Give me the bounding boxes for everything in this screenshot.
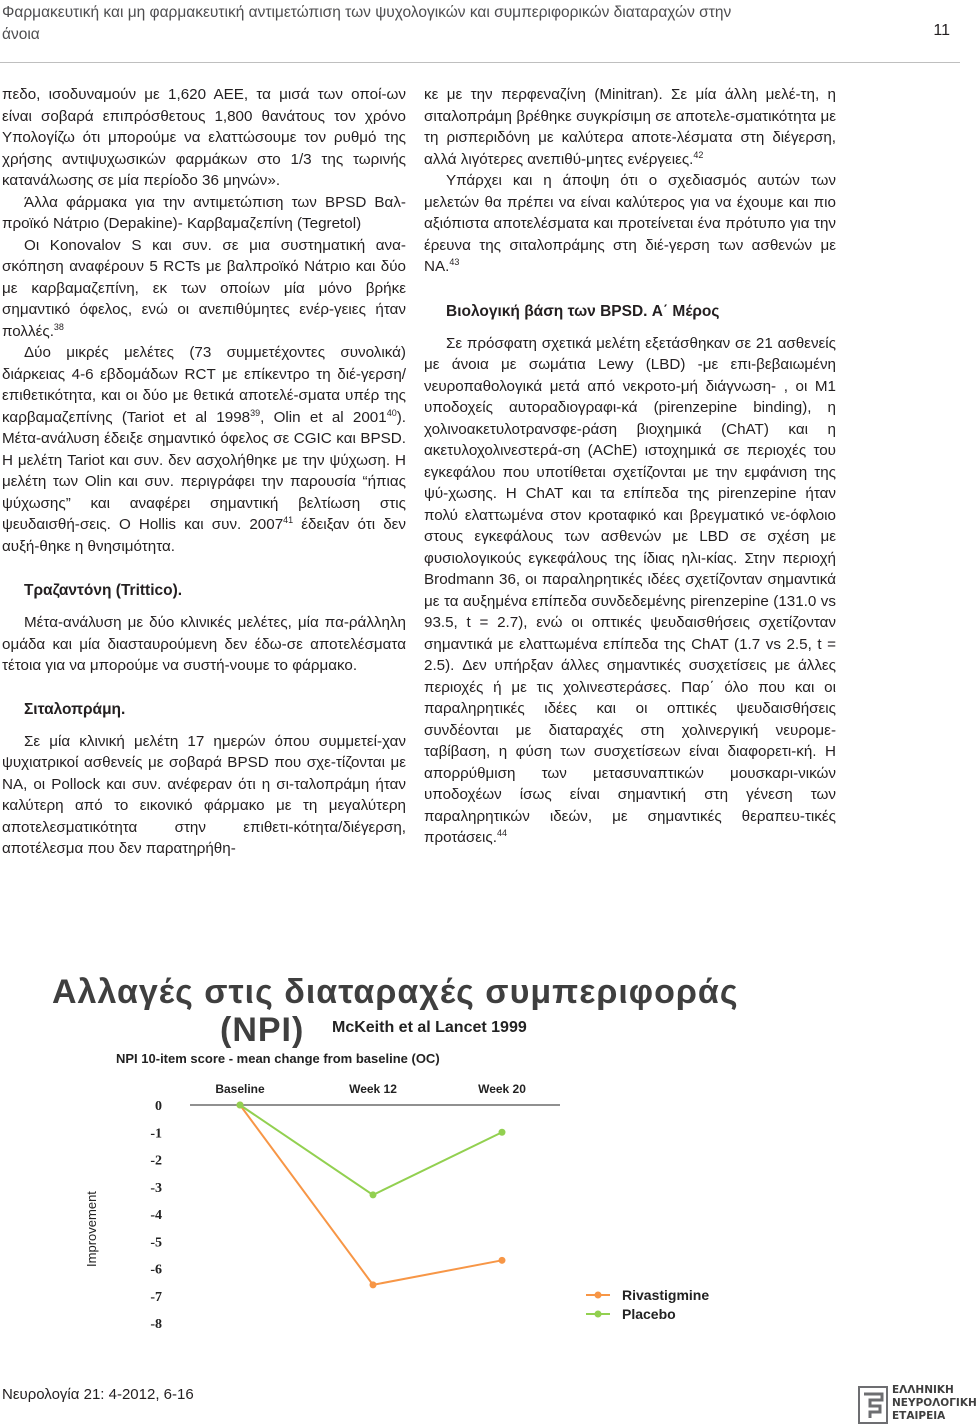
category-label: Baseline <box>215 1082 265 1096</box>
y-tick-label: -8 <box>150 1317 162 1332</box>
data-point-rivastigmine <box>370 1281 377 1288</box>
society-logo-icon <box>858 1386 888 1424</box>
y-tick-label: -4 <box>150 1208 162 1223</box>
section-heading: Τραζαντόνη (Trittico). <box>24 582 183 599</box>
figure-citation: McKeith et al Lancet 1999 <box>332 1019 527 1036</box>
legend-label: Placebo <box>622 1306 676 1322</box>
figure-subtitle: NPI 10-item score - mean change from baseline (OC) <box>116 1051 440 1066</box>
journal-citation: Νευρολογία 21: 4-2012, 6-16 <box>2 1386 194 1403</box>
reference-number: 40 <box>386 407 397 418</box>
running-header <box>0 0 960 63</box>
legend-swatch-marker <box>595 1311 602 1318</box>
y-tick-label: -1 <box>150 1126 162 1142</box>
logo-line: ΕΤΑΙΡΕΙΑ <box>892 1410 946 1422</box>
reference-number: 42 <box>693 149 704 160</box>
paragraph-text: Σε πρόσφατη σχετικά μελέτη εξετάσθηκαν σε 21 ασθενείς με άνοια με σωμάτια Lewy (LBD) -με επι-βεβαιωμένη νευροπαθολογικά μετά από νεκροτο-μή διάγνωση- , οι Μ1 υποδοχείς αυτοραδιογραφι-κά (pirenzepine binding), η χολινοακετυλοτρανσφε-ράση βιοχημικά (ChAT) και η ακετυλοχολινεστερά-ση (AChE) ιστοχημικά σε περιοχές του εγκεφάλου που υποτίθεται σχετίζονται με την εμφάνιση της ψύ-χωσης. Η ChAT και τα επίπεδα της pirenzepine ήταν πολύ ελαττωμένα στον κροταφικό και βρεγματικό νε-όφλοιο στους εγκεφάλους των ασθενών με LBD σε σχέση με φυσιολογικούς εγκεφάλους της ίδιας ηλι-κίας. Στην περιοχή Brodmann 36, οι παραληρητικές ιδέες σχετίζονταν σημαντικά με τα αυξημένα επίπεδα συνδεδεμένης pirenzepine (131.0 vs 93.5, t = 2.7), ενώ οι οπτικές ψευδαισθήσεις σχετίζονταν σημαντικά με ελαττωμένα επίπεδα της ChAT (1.7 vs 2.5, t = 2.5). Δεν υπήρξαν άλλες σημαντικές συσχετίσεις με άλλες περιοχές ή με τις χολινεστεράσες. Παρ΄ όλο που και οι παραληρητικές ιδέες και οι οπτικές ψευδαισθήσεις συνδέονται με διαταραχές στη χολινεργική νευρομε-ταβίβαση, η φύση των συσχετίσεων είναι διαφορετι-κή. Η απορρύθμιση των μετασυναπτικών μουσκαρι-νικών υποδοχέων ίσως είναι σημαντική στη γένεση των παραληρητικών ιδεών, με σημαντικές θεραπευ-τικές προτάσεις. <box>424 334 836 846</box>
section-heading: Βιολογική βάση των BPSD. Α΄ Μέρος <box>446 302 720 320</box>
reference-number: 39 <box>250 407 261 418</box>
right-column <box>424 84 836 849</box>
logo-line: ΝΕΥΡΟΛΟΓΙΚΗ <box>892 1397 977 1409</box>
figure-title-npi: (NPI) <box>220 1011 305 1049</box>
section-heading: Σιταλοπράμη. <box>24 700 126 718</box>
category-label: Week 20 <box>478 1082 526 1096</box>
legend-label: Rivastigmine <box>622 1287 710 1303</box>
y-tick-label: 0 <box>155 1099 162 1114</box>
paragraph <box>2 342 406 557</box>
paragraph: Μέτα-ανάλυση με δύο κλινικές μελέτες, μία πα-ράλληλη ομάδα και μία διασταυρούμενη δεν έδω-σε αποτελέσματα τέτοια για να μπορούμε να συστή-νουμε το φάρμακο. <box>2 614 406 674</box>
y-tick-label: -6 <box>150 1262 162 1278</box>
reference-number: 43 <box>449 257 460 267</box>
figure-title: Αλλαγές στις διαταραχές συμπεριφοράς <box>52 973 739 1011</box>
npi-figure <box>40 965 830 1345</box>
logo-line: ΕΛΛΗΝΙΚΗ <box>892 1384 954 1396</box>
paragraph: πεδο, ισοδυναμούν με 1,620 ΑΕΕ, τα μισά των οποί-ων είναι σοβαρά επιπρόσθετους 1,800 θανάτους τον χρόνο Υπολογίζω ότι μπορούμε να ελαττώσουμε τον ρυθμό της χρήσης αντιψυχωσικών φαρμάκων στο 1/3 της τωρινής κατανάλωσης σε μία περίοδο 36 μηνών». <box>2 86 406 189</box>
series-line-placebo <box>240 1105 502 1195</box>
y-axis-title: Improvement <box>84 1191 99 1267</box>
page-number: 11 <box>933 22 950 39</box>
reference-number: 41 <box>283 515 294 525</box>
paragraph: Άλλα φάρμακα για την αντιμετώπιση των BPSD Βαλ-προϊκό Νάτριο (Depakine)- Καρβαμαζεπίνη (Tegretol) <box>2 193 406 232</box>
left-column <box>2 84 406 860</box>
data-point-rivastigmine <box>499 1257 506 1264</box>
reference-number: 38 <box>53 321 64 332</box>
y-tick-label: -5 <box>150 1235 162 1251</box>
paragraph-text: ). Μέτα-ανάλυση έδειξε σημαντικό όφελος σε CGIC και BPSD. Η μελέτη Tariot και συν. δεν ασχολήθηκε με την ψύχωση. Η μελέτη των Olin και συν. περιγράφει την παρουσία “ήπιας ψύχωσης” και αναφέρει σημαντική βελτίωση στις ψευδαισθή-σεις. Ο Hollis και συν. 2007 <box>2 408 406 533</box>
legend-swatch-marker <box>595 1292 602 1299</box>
paragraph-text: κε με την περφεναζίνη (Minitran). Σε μία άλλη μελέ-τη, η σιταλοπράμη βρέθηκε συγκρίσιμη σε αποτελε-σματικότητα με τη ρισπεριδόνη με καλύτερα αποτε-λέσματα στη διέγερση, αλλά λιγότερες ανεπιθύ-μητες ενέργειες. <box>424 86 836 168</box>
running-title: Φαρμακευτική και μη φαρμακευτική αντιμετώπιση των ψυχολογικών και συμπεριφορικών διαταραχών στην άνοια <box>2 4 732 43</box>
data-point-placebo <box>499 1129 506 1136</box>
y-tick-label: -2 <box>150 1153 162 1169</box>
y-tick-label: -3 <box>150 1180 162 1196</box>
category-label: Week 12 <box>349 1082 397 1096</box>
paragraph: Σε μία κλινική μελέτη 17 ημερών όπου συμμετεί-χαν ψυχιατρικοί ασθενείς με σοβαρά BPSD που σχε-τίζονται με NA, οι Pollock και συν. ανέφεραν ότι η σι-ταλοπράμη ήταν καλύτερη από το εικονικό φάρμακο με τη μεγαλύτερη αποτελεσματικότητα στην επιθετι-κότητα/διέγερση, αποτέλεσμα που δεν παρατηρήθη- <box>2 732 406 857</box>
paragraph <box>2 235 406 343</box>
paragraph <box>424 84 836 170</box>
y-tick-label: -7 <box>150 1289 162 1305</box>
paragraph <box>424 170 836 278</box>
reference-number: 44 <box>496 828 507 838</box>
paragraph <box>424 333 836 849</box>
paragraph-text: Υπάρχει και η άποψη ότι ο σχεδιασμός αυτών των μελετών θα πρέπει να είναι καλύτερος για να έχουμε και πιο αξιόπιστα αποτελέσματα και προτείνεται ένα πρότυπο για την έρευνα της σιταλοπράμης στη διέ-γερση των ασθενών με ΝΑ. <box>424 172 836 275</box>
paragraph-text: , Olin et al 2001 <box>260 408 387 426</box>
society-logo <box>858 1382 977 1426</box>
data-point-placebo <box>370 1191 377 1198</box>
paragraph-text: Οι Konovalov S και συν. σε μια συστηματική ανα-σκόπηση αναφέρουν 5 RCTs με βαλπροϊκό Νάτριο και δύο με καρβαμαζεπίνη, εκ των οποίων μία μόνο βρήκε σημαντικό όφελος, ενώ οι ανεπιθύμητες ενέρ-γειες ήταν πολλές. <box>2 236 406 340</box>
paragraph-text: έδειξαν ότι δεν αυξή-θηκε η θνησιμότητα. <box>2 516 407 555</box>
paragraph-text: Δύο μικρές μελέτες (73 συμμετέχοντες συνολικά) διάρκειας 4-6 εβδομάδων RCT με επίκεντρο τη διέ-γερση/επιθετικότητα, και οι δύο με θετικά αποτελέ-σματα υπέρ της καρβαμαζεπίνης (Tariot et al 1998 <box>2 344 406 426</box>
data-point-placebo <box>237 1102 244 1109</box>
npi-chart <box>40 965 830 1345</box>
